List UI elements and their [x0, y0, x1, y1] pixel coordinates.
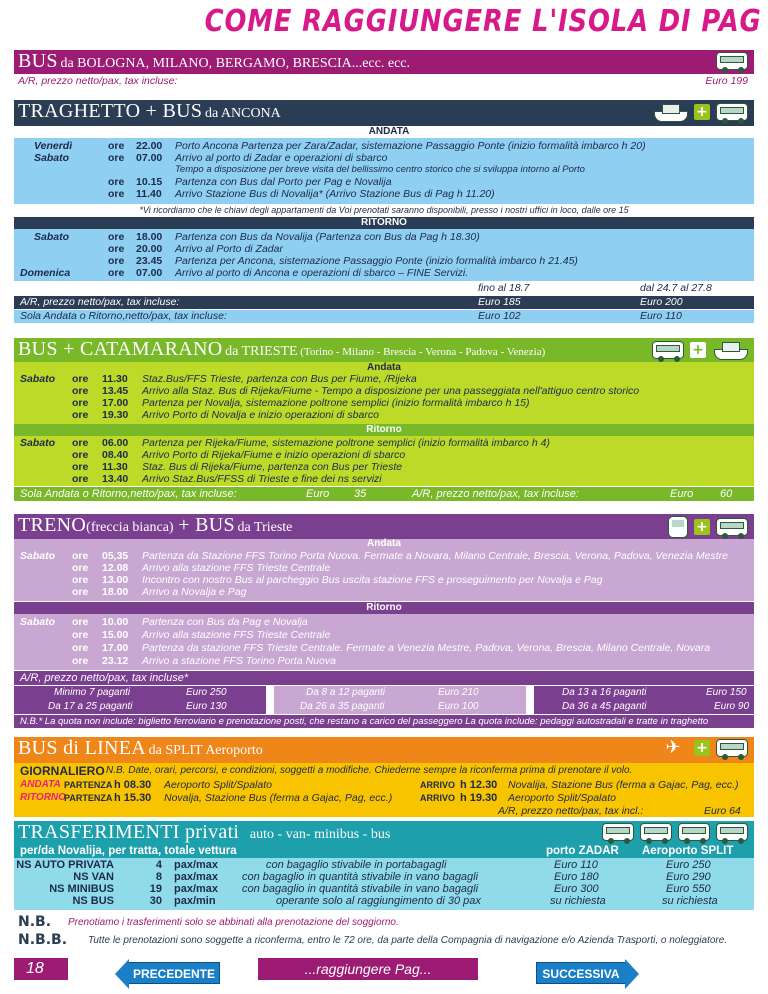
train-andata-block: Andata Sabato ore 05,35 Partenza da Stazione FFS Torino Porta Nuova. Fermate a Novara, Milano Centrale, Brescia, Verona, Padova, Venezia Mestre ore 12.08 Arrivo alla stazione FFS Trieste Centrale ore 13.00 Incontro con nostro Bus al parcheggio Bus uscita stazione FFS e proseguimento per Novalja e Pag ore 18.00 Arrivo a Novalja e Pag [14, 539, 754, 601]
bus-icon [716, 518, 748, 536]
train-icon [668, 516, 688, 538]
line-bus-body: GIORNALIERO N.B. Date, orari, percorsi, e condizioni, soggetti a modifiche. Chiederne sempre la riconferma prima di prenotare il volo. ANDATA PARTENZA h 08.30 Aeroporto Split/Spalato ARRIVO h 12.30 Novalija, Stazione Bus (ferma a Gajac, Pag, ecc.) RITORNO PARTENZA h 15.30 Novalja, Stazione Bus (ferma a Gajac, Pag, ecc.) ARRIVO h 19.30 Aeroporto Split/Spalato A/R, prezzo netto/pax, tax incl.: Euro 64 [14, 763, 754, 817]
line-bus-section-header [14, 737, 754, 763]
ferry-price-single: Sola Andata o Ritorno,netto/pax, tax incluse: Euro 102 Euro 110 [14, 310, 754, 323]
table-row: NS BUS 30 pax/min operante solo al raggiungimento di 30 pax su richiesta su richiesta [72, 895, 718, 907]
ferry-andata-block: Venerdì ore 22.00 Porto Ancona Partenza per Zara/Zadar, sistemazione Passaggio Ponte (inizio formalità imbarco h 20) Sabato ore 07.00 Arrivo al porto di Zadar e operazioni di sbarco Tempo a disposizione per breve visita del bellissimo centro storico che si sviluppa intorno al Porto ore 10.15 Partenza con Bus dal Porto per Pag e Novalija ore 11.40 Arrivo Stazione Bus di Novalija* (Arrivo Stazione Bus di Pag h 11.20) [14, 138, 754, 204]
van-icon [640, 823, 672, 841]
minibus-icon [678, 823, 710, 841]
bus-icon [716, 739, 748, 757]
ferry-price-columns: fino al 18.7 dal 24.7 al 27.8 [478, 282, 712, 294]
catamaran-ritorno-block: Sabato ore 06.00 Partenza per Rijeka/Fiume, sistemazione poltrone semplici (inizio formalità imbarco h 4) ore 08.40 Arrivo Porto di Rijeka/Fiume e inizio operazioni di sbarco ore 11.30 Staz. Bus di Rijeka/Fiume, partenza con Bus per Trieste ore 13.40 Arrivo Staz.Bus/FFSS di Trieste e fine dei ns servizi [14, 436, 754, 486]
nb-note: N.B. Prenotiamo i trasferimenti solo se abbinati alla prenotazione del soggiorno. [18, 914, 399, 930]
ferry-price-ar: A/R, prezzo netto/pax, tax incluse: Euro 185 Euro 200 [14, 296, 754, 309]
train-note: N.B.* La quota non include: biglietto ferroviario e prenotazione posti, che restano a carico del passeggero La quota include: pedaggi autostradali e tratte in traghetto [14, 715, 754, 728]
ferry-section-header [14, 100, 754, 126]
table-row: NS MINIBUS 19 pax/max con bagaglio in quantità stivabile in vano bagagli Euro 300 Euro 550 [49, 883, 711, 895]
ferry-keys-note: *Vi ricordiamo che le chiavi degli appartamenti da Voi prenotati saranno disponibili, presso i nostri uffici in loco, dalle ore 15 [139, 205, 629, 215]
bus-icon [716, 52, 748, 70]
catamaran-section-origin: da TRIESTE [225, 344, 298, 359]
ferry-ritorno-heading: RITORNO [14, 217, 754, 229]
transfer-table [14, 858, 754, 910]
ferry-section-title: TRAGHETTO + BUS [18, 100, 203, 122]
bus-price-label: A/R, prezzo netto/pax, tax incluse: [18, 75, 178, 87]
train-ritorno-heading: Ritorno [14, 602, 754, 614]
catamaran-andata-block: Andata Sabato ore 11.30 Staz.Bus/FFS Trieste, partenza con Bus per Fiume, /Rijeka ore 13.45 Arrivo alla Staz. Bus di Rijeka/Fiume - Tempo a disposizione per una passeggiata nell'attiguo centro storico ore 17.00 Partenza per Novalja, sistemazione poltrone semplici (inizio formalità imbarco h 15) ore 19.30 Arrivo Porto di Novalja e inizio operazioni di sbarco [14, 362, 754, 424]
plane-icon: ✈ [665, 737, 681, 758]
catamaran-icon [712, 340, 748, 360]
prev-button[interactable]: PRECEDENTE [128, 962, 220, 984]
train-section-header [14, 514, 754, 539]
plus-icon: + [694, 740, 710, 756]
bus-price: Euro 199 [705, 75, 748, 87]
nbb-note: N.B.B. Tutte le prenotazioni sono soggette a riconferma, entro le 72 ore, da parte della Compagnia di navigazione e/o Azienda Trasporti, o noleggiatore. [18, 932, 728, 948]
ferry-section-origin: da ANCONA [204, 106, 281, 121]
train-section-title: TRENO [18, 514, 87, 536]
plus-icon: + [690, 342, 706, 358]
transfer-section-header [14, 821, 754, 845]
car-icon [602, 823, 634, 841]
train-ritorno-block: Sabato ore 10.00 Partenza con Bus da Pag e Novalja ore 15.00 Arrivo alla stazione FFS Trieste Centrale ore 17.00 Partenza da stazione FFS Trieste Centrale. Fermate a Venezia Mestre, Padova, Verona, Brescia, Milano Centrale, Novara ore 23.12 Arrivo a stazione FFS Torino Porta Nuova [14, 614, 754, 670]
table-row: NS AUTO PRIVATA 4 pax/max con bagaglio stivabile in portabagagli Euro 110 Euro 250 [16, 859, 711, 871]
catamaran-section-header [14, 338, 754, 362]
train-section-bus: + BUS [178, 514, 235, 536]
line-bus-section-title: BUS di LINEA [18, 737, 147, 759]
train-price-heading: A/R, prezzo netto/pax, tax incluse* [14, 671, 754, 685]
transfer-section-title: TRASFERIMENTI privati [18, 821, 240, 843]
plus-icon: + [694, 104, 710, 120]
table-row: NS VAN 8 pax/max con bagaglio in quantità stivabile in vano bagagli Euro 180 Euro 290 [73, 871, 711, 883]
bus-section-title: BUS [18, 50, 58, 72]
catamaran-section-cities: (Torino - Milano - Brescia - Verona - Padova - Venezia) [300, 346, 546, 358]
page-title: COME RAGGIUNGERE L'ISOLA DI PAG [205, 4, 762, 39]
bus-price-row [14, 74, 754, 88]
bus-icon [716, 823, 748, 841]
transfer-subheader: per/da Novalija, per tratta, totale vettura porto ZADAR Aeroporto SPLIT [14, 845, 754, 858]
next-button[interactable]: SUCCESSIVA [536, 962, 626, 984]
ferry-ritorno-block: Sabato ore 18.00 Partenza con Bus da Novalija (Partenza con Bus da Pag h 18.30) ore 20.00 Arrivo al Porto di Zadar ore 23.45 Partenza per Ancona, sistemazione Passaggio Ponte (inizio formalità imbarco h 21.45) Domenica ore 07.00 Arrivo al porto di Ancona e operazioni di sbarco – FINE Servizi. [14, 229, 754, 281]
ship-icon [652, 102, 688, 122]
bus-icon [716, 103, 748, 121]
page-number: 18 [14, 958, 68, 980]
catamaran-ritorno-heading: Ritorno [14, 424, 754, 436]
ferry-andata-heading: ANDATA [368, 126, 410, 137]
train-section-paren: (freccia bianca) [86, 520, 174, 535]
train-price-grid: Minimo 7 paganti Euro 250 Da 17 a 25 paganti Euro 130 Da 8 a 12 paganti Euro 210 Da 26 a 35 paganti Euro 100 Da 13 a 16 paganti Euro 150 Da 36 a 45 paganti Euro 90 [14, 686, 754, 714]
plus-icon: + [694, 519, 710, 535]
catamaran-price-row: Sola Andata o Ritorno,netto/pax, tax incluse: Euro 35 A/R, prezzo netto/pax, tax incluse: Euro 60 [14, 487, 754, 501]
footer-section-label: ...raggiungere Pag... [258, 958, 478, 980]
catamaran-section-title: BUS + CATAMARANO [18, 338, 223, 360]
bus-section-origin: da BOLOGNA, MILANO, BERGAMO, BRESCIA...ecc. ecc. [60, 56, 410, 71]
train-section-origin: da Trieste [237, 520, 293, 535]
bus-icon [652, 341, 684, 359]
line-bus-section-origin: da SPLIT Aeroporto [148, 743, 263, 758]
bus-section-header [14, 50, 754, 74]
transfer-section-sub: auto - van- minibus - bus [249, 827, 391, 842]
